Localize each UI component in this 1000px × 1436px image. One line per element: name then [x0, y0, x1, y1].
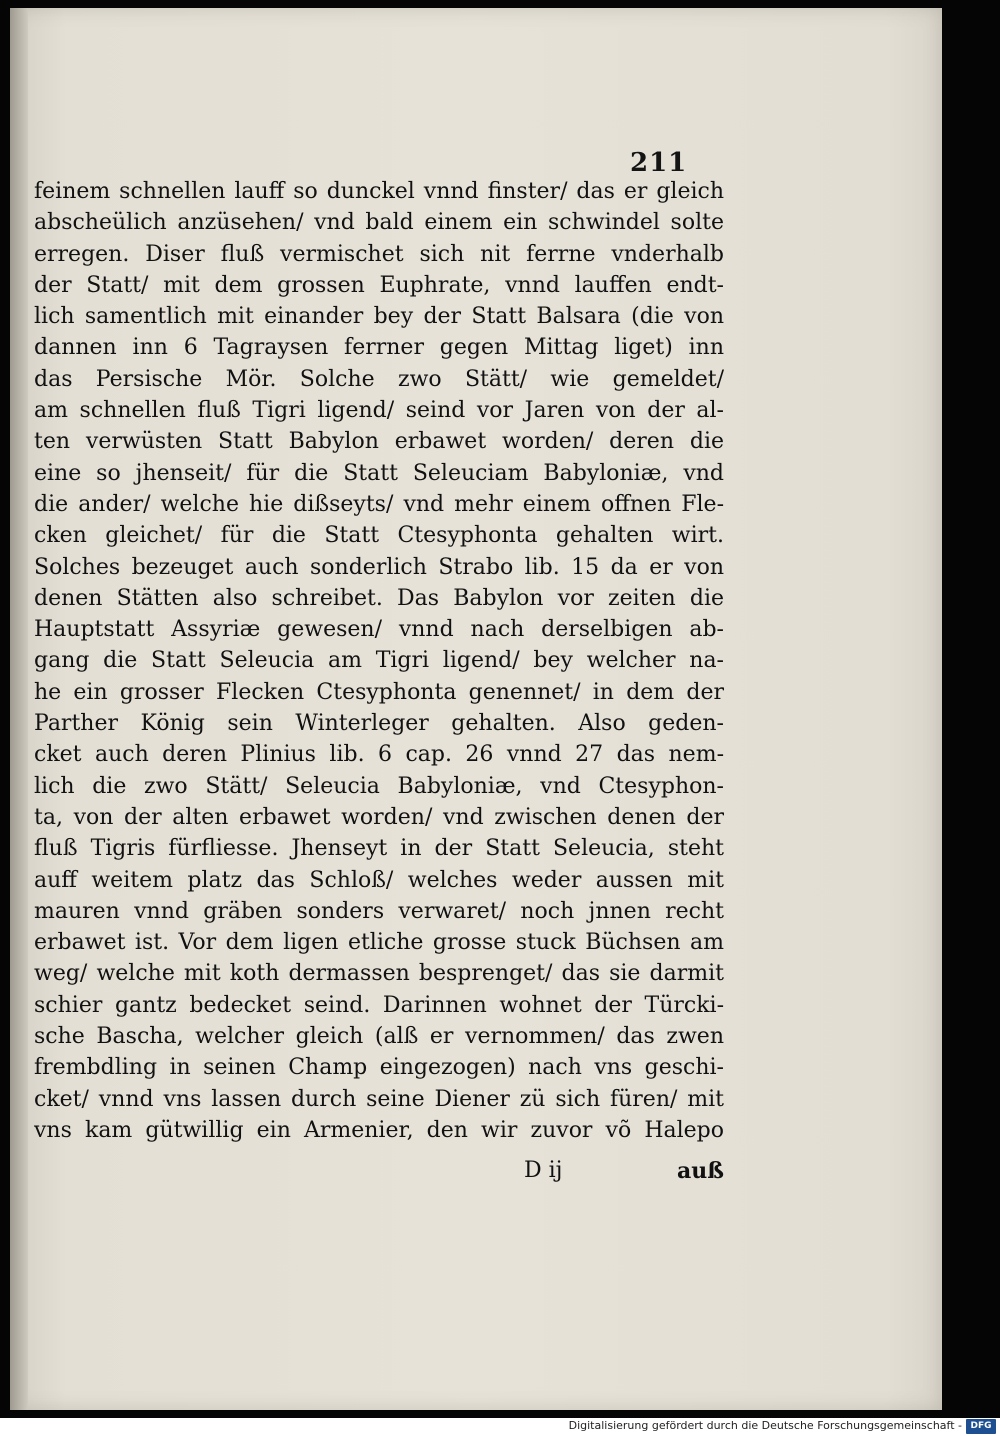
- text-line: he ein grosser Flecken Ctesyphonta genennet/ in dem der: [34, 679, 724, 705]
- text-line: ten verwüsten Statt Babylon erbawet worden/ deren die: [34, 429, 724, 455]
- page-number: 211: [630, 148, 688, 178]
- text-line: dannen inn 6 Tagraysen ferrner gegen Mittag liget) inn: [34, 335, 724, 361]
- text-line: das Persische Mör. Solche zwo Stätt/ wie gemeldet/: [34, 366, 724, 392]
- text-line: Hauptstatt Assyriæ gewesen/ vnnd nach derselbigen ab-: [34, 617, 724, 643]
- text-line: weg/ welche mit koth dermassen besprenget/ das sie darmit: [34, 961, 724, 987]
- text-line: cken gleichet/ für die Statt Ctesyphonta gehalten wirt.: [34, 523, 724, 549]
- text-line: frembdling in seinen Champ eingezogen) nach vns geschi-: [34, 1055, 724, 1081]
- text-line: die ander/ welche hie dißseyts/ vnd mehr einem offnen Fle-: [34, 491, 724, 517]
- text-line: fluß Tigris fürfliesse. Jhenseyt in der Statt Seleucia, steht: [34, 836, 724, 862]
- text-line: schier gantz bedecket seind. Darinnen wohnet der Türcki-: [34, 992, 724, 1018]
- text-line: cket/ vnnd vns lassen durch seine Diener zü sich füren/ mit: [34, 1086, 724, 1112]
- signature-mark: D ij: [524, 1158, 563, 1183]
- text-line: lich die zwo Stätt/ Seleucia Babyloniæ, vnd Ctesyphon-: [34, 773, 724, 799]
- dfg-logo-icon: DFG: [966, 1419, 996, 1434]
- text-line: erbawet ist. Vor dem ligen etliche grosse stuck Büchsen am: [34, 930, 724, 956]
- catchword: auß: [677, 1158, 724, 1184]
- credit-text: Digitalisierung gefördert durch die Deutsche Forschungsgemeinschaft -: [568, 1419, 962, 1432]
- text-line: lich samentlich mit einander bey der Statt Balsara (die von: [34, 304, 724, 330]
- text-line: auff weitem platz das Schloß/ welches weder aussen mit: [34, 867, 724, 893]
- text-line: mauren vnnd gräben sonders verwaret/ noch jnnen recht: [34, 898, 724, 924]
- page-binding-edge: [10, 8, 28, 1410]
- text-line: cket auch deren Plinius lib. 6 cap. 26 vnnd 27 das nem-: [34, 742, 724, 768]
- text-line: denen Stätten also schreibet. Das Babylon vor zeiten die: [34, 585, 724, 611]
- text-line: abscheülich anzüsehen/ vnd bald einem ein schwindel solte: [34, 210, 724, 236]
- text-line: sche Bascha, welcher gleich (alß er vernommen/ das zwen: [34, 1024, 724, 1050]
- text-line: eine so jhenseit/ für die Statt Seleuciam Babyloniæ, vnd: [34, 460, 724, 486]
- text-line: Solches bezeuget auch sonderlich Strabo lib. 15 da er von: [34, 554, 724, 580]
- text-line: ta, von der alten erbawet worden/ vnd zwischen denen der: [34, 804, 724, 830]
- text-line: der Statt/ mit dem grossen Euphrate, vnnd lauffen endt-: [34, 272, 724, 298]
- text-line: erregen. Diser fluß vermischet sich nit ferrne vnderhalb: [34, 241, 724, 267]
- credit-bar: [0, 1418, 1000, 1436]
- text-line: feinem schnellen lauff so dunckel vnnd finster/ das er gleich: [34, 179, 724, 204]
- book-page: [10, 8, 942, 1410]
- text-line: vns kam gütwillig ein Armenier, den wir zuvor võ Halepo: [34, 1117, 724, 1143]
- body-text: [34, 176, 724, 1146]
- text-line: Parther König sein Winterleger gehalten. Also geden-: [34, 711, 724, 737]
- text-line: am schnellen fluß Tigri ligend/ seind vor Jaren von der al-: [34, 398, 724, 424]
- text-line: gang die Statt Seleucia am Tigri ligend/ bey welcher na-: [34, 648, 724, 674]
- page-footer: [34, 1158, 724, 1190]
